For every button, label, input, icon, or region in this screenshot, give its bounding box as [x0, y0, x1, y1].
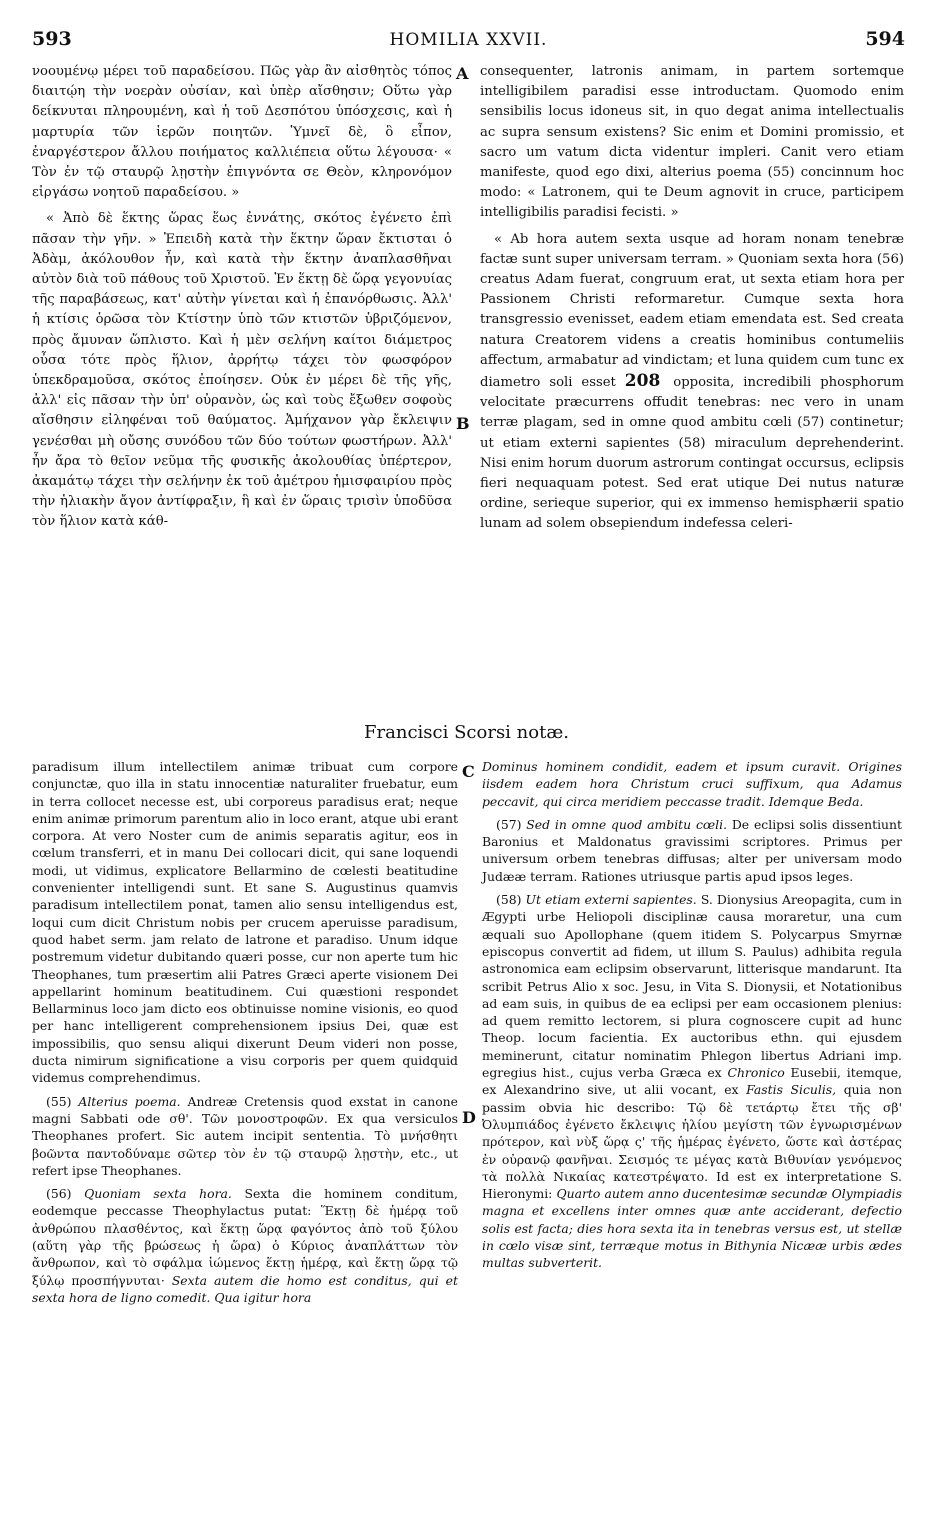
latin-text-column	[480, 62, 904, 541]
note-58-text3: quia non passim obvia hic describo: Τῷ δὲ τετάρτῳ ἔτει τῆς σβ' Ὀλυμπιάδος ἐγένετο ἔκλειψις ἡλίου μεγίστη τῶν ἐγνωρισμένων πρότερον, καὶ νὺξ ὥρᾳ ς' τῆς ἡμέρας ἐγένετο, ὥστε καὶ ἀστέρας ἐν οὐρανῷ φανῆναι. Σεισμός τε μέγας κατὰ Βιθυνίαν γενόμενος τὰ πολλὰ Νικαίας κατεστρέψατο. Id est ex interpretatione S. Hieronymi:	[482, 1082, 902, 1202]
note-56-latin: Sexta autem die homo est conditus, qui et sexta hora de ligno comedit. Qua igitur hora	[32, 1272, 458, 1305]
note-58-latin: Quarto autem anno ducentesimæ secundæ Olympiadis magna et excellens inter omnes quæ ante acciderant, defectio solis est facta; dies hora sexta ita in tenebras versus est, ut stellæ in cœlo visæ sint, terræque motus in Bithynia Nicææ urbis ædes multas subverterit.	[482, 1186, 902, 1271]
greek-text-column	[32, 62, 452, 539]
note-57	[482, 816, 902, 885]
note-58-lemma: Ut etiam externi sapientes.	[525, 892, 697, 908]
page-number-left: 593	[32, 28, 72, 50]
note-58	[482, 891, 902, 1272]
note-56-text: Sexta die hominem conditum, eodemque peccasse Theophylactus putat: Ἕκτῃ δὲ ἡμέρᾳ τοῦ ἀνθρώπου πλασθέντος, καὶ ἕκτῃ ὥρᾳ φαγόντος ἀπὸ τοῦ ξύλου (αὕτη γὰρ τῆς βρώσεως ἡ ὥρα) ὁ Κύριος ἀναπλάττων τὸν ἄνθρωπον, καὶ τὸ σφάλμα ἰώμενος ἕκτῃ ἡμέρᾳ, καὶ ἕκτῃ ὥρᾳ τῷ ξύλῳ προσπήγνυται·	[32, 1186, 458, 1288]
latin-paragraph-2b: opposita, incredibili phosphorum velocitate præcurrens offudit tenebras: nec vero in unam terræ plagam, sed in omne quod ambitu cœli (57) continetur; ut etiam externi sapientes (58) miraculum deprehenderint. Nisi enim horum duorum astrorum contingat occursus, eclipsis fieri nequaquam potest. Sed erat utique Dei nutus naturæ ordine, serieque superior, qui ex immenso hemisphærii spatio lunam ad solem obsepiendum indefessa celeri-	[480, 375, 905, 532]
note-56-continuation: Dominus hominem condidit, eadem et ipsum curavit. Origines iisdem eadem hora Christum cruci suffixum, qua Adamus peccavit, qui circa meridiem peccasse tradit. Idemque Beda.	[482, 759, 902, 809]
notes-column-right	[482, 758, 902, 1278]
note-58-text: S. Dionysius Areopagita, cum in Ægypti urbe Heliopoli disciplinæ causa moraretur, una cum æquali suo Apollophane (quem itidem S. Polycarpus Smyrnæ episcopus convertit ad fidem, ut illum S. Paulus) adhibita regula astronomica eam eclipsim observarunt, litterisque mandarunt. Ita scribit Petrus Alio x soc. Jesu, in Vita S. Dionysii, et Notationibus ad eam suis, in quibus de ea eclipsi per eam occasionem plenius: ad quem remitto lectorem, si plura cognoscere cupit ad hunc Theop. locum facientia. Ex auctoribus ethn. qui ejusdem meminerunt, citatur nominatim Phlegon libertus Adriani imp. egregius hist., cujus verba Græca ex	[482, 892, 902, 1081]
margin-marker-b: B	[456, 414, 470, 433]
note-58-chronico: Chronico	[727, 1065, 785, 1081]
latin-paragraph-1: consequenter, latronis animam, in partem sortemque intelligibilem paradisi esse introductam. Quomodo enim sensibilis locus idoneus sit, in quo degat anima intellectualis ac supra sensum existens? Sic enim et Domini promissio, et sacro um vatum dicta videntur impleri. Canit vero etiam manifeste, quod ego dixi, alterius poema (55) concinnum hoc modo: « Latronem, qui te Deum agnovit in cruce, participem intelligibilis paradisi fecisti. »	[480, 64, 904, 221]
greek-paragraph-2: « Ἀπὸ δὲ ἕκτης ὥρας ἕως ἐννάτης, σκότος ἐγένετο ἐπὶ πᾶσαν τὴν γῆν. » Ἐπειδὴ κατὰ τὴν ἕκτην ὥραν ἔκτισται ὁ Ἀδὰμ, ἀκόλουθον ἦν, καὶ κατὰ τὴν ἕκτην ἀναπλασθῆναι αὐτὸν διὰ τοῦ πάθους τοῦ Χριστοῦ. Ἐν ἕκτῃ δὲ ὥρᾳ γεγονυίας τῆς παραβάσεως, κατ' αὐτὴν γίνεται καὶ ἡ ἐπανόρθωσις. Ἀλλ' ἡ κτίσις ὁρῶσα τὸν Κτίστην ὑπὸ τῶν κτιστῶν ὑβριζόμενον, πρὸς ἄμυναν ὥπλιστο. Καὶ ἡ μὲν σελήνη καίτοι διάμετρος οὖσα τότε πρὸς ἥλιον, ἀρρήτῳ τάχει τὸν φωσφόρον ὑπεκδραμοῦσα, σκότος ἐποίησεν. Οὐκ ἐν μέρει δὲ τῆς γῆς, ἀλλ' εἰς πᾶσαν τὴν ὑπ' οὐρανὸν, ὡς καὶ τοὺς ἔξωθεν σοφοὺς αἴσθησιν εἰληφέναι τοῦ θαύματος. Ἀμήχανον γὰρ ἔκλειψιν γενέσθαι μὴ οὔσης συνόδου τῶν δύο τούτων φωστήρων. Ἀλλ' ἦν ἄρα τὸ θεῖον νεῦμα τῆς φυσικῆς ἀκολουθίας ὑπέρτερον, ἀκαμάτῳ τάχει τὴν σελήνην ἐκ τοῦ ἀμέτρου ἡμισφαιρίου πρὸς τὴν ἡλιακὴν ἄγον ἀντίφραξιν, ἣ καὶ ἐν ὥραις τρισὶν ὑποδῦσα τὸν ἥλιον κατὰ κάθ-	[32, 211, 452, 530]
running-title: HOMILIA XXVII.	[389, 30, 548, 50]
column-number: 208	[624, 371, 661, 392]
margin-marker-d: D	[462, 1108, 476, 1127]
latin-paragraph-2	[480, 230, 904, 535]
note-55-text: Andreæ Cretensis quod exstat in canone magni Sabbati ode σθ'. Τῶν μονοστροφῶν. Ex qua versiculos Theophanes profert. Sic autem incipit sententia. Τὸ μνήσθητι βοῶντα παντοδύναμε σῶτερ τὸν ἐν τῷ σταυρῷ λῃστὴν, etc., ut refert ipse Theophanes.	[32, 1093, 458, 1178]
latin-paragraph-2a: « Ab hora autem sexta usque ad horam nonam tenebræ factæ sunt super universam terram. » Quoniam sexta hora (56) creatus Adam fuerat, congruum erat, ut sexta etiam hora per Passionem Christi reformaretur. Cumque sexta hora transgressio evenisset, eadem etiam emendata est. Sed creata natura Creatorem videns a creatis hominibus contumeliis affectum, armabatur ad vindictam; et luna quidem cum tunc ex diametro soli esset	[480, 231, 904, 391]
page-number-right: 594	[865, 28, 905, 50]
note-55-label: (55)	[46, 1093, 72, 1109]
margin-marker-a: A	[456, 64, 469, 83]
note-58-label: (58)	[496, 892, 522, 908]
notes-heading: Francisci Scorsi notæ.	[364, 722, 569, 743]
notes-column-left	[32, 758, 458, 1312]
note-58-fastis: Fastis Siculis,	[746, 1082, 837, 1098]
note-56	[32, 1185, 458, 1306]
note-56-label: (56)	[46, 1186, 72, 1202]
page-header	[32, 28, 905, 58]
note-58-text2: Eusebii, itemque, ex Alexandrino sive, ut alii vocant, ex	[482, 1065, 902, 1098]
margin-marker-c: C	[462, 762, 475, 781]
note-57-text: De eclipsi solis dissentiunt Baronius et Maldonatus gravissimi scriptores. Primus per universum orbem tenebras diffusas; alter per universam modo Judææ terram. Rationes utriusque partis apud ipsos leges.	[482, 816, 902, 884]
note-57-label: (57)	[496, 816, 522, 832]
greek-paragraph-1: νοουμένῳ μέρει τοῦ παραδείσου. Πῶς γὰρ ἂν αἰσθητὸς τόπος διαιτῴη τὴν νοερὰν οὐσίαν, καὶ ὑπὲρ αἴσθησιν; Οὕτω γὰρ δείκνυται πληρουμένη, καὶ ἡ τοῦ Δεσπότου ὑπόσχεσις, καὶ ἡ μαρτυρία τῶν ἱερῶν ποιητῶν. Ὑμνεῖ δὲ, ὃ εἶπον, ἐναργέστερον ἄλλου ποιήματος καλλιέπεια οὕτω λέγουσα· « Τὸν ἐν τῷ σταυρῷ λῃστὴν ἐπιγνόντα σε Θεὸν, κληρονόμον εἰργάσω νοητοῦ παραδείσου. »	[32, 64, 452, 201]
note-56-lemma: Quoniam sexta hora.	[84, 1186, 232, 1202]
note-57-lemma: Sed in omne quod ambitu cœli.	[526, 816, 728, 832]
note-55	[32, 1093, 458, 1179]
note-55-lemma: Alterius poema.	[78, 1093, 181, 1109]
note-continuation: paradisum illum intellectilem animæ tribuat cum corpore conjunctæ, quo illa in statu innocentiæ naturaliter fruebatur, eum in terra collocet necesse est, ubi corporeus paradisus erat; neque enim animæ primorum parentum alio in loco erant, atque ubi erant corpora. At vero Noster cum de animis separatis agitur, eos in cœlum transferri, et in manu Dei collocari dicit, qui sane loquendi modi, ut vidimus, explicatore Bellarmino de cœlesti beatitudine convenienter intelligendi sunt. Et sane S. Augustinus quamvis paradisum intellectilem ponat, tamen alio sensu intelligendus est, loqui cum dicit Christum nobis per crucem aperuisse paradisum, quod habet serm. jam relato de latrone et paradiso. Unum idque postremum videtur dubitando quæri posse, cur non aperte tum hic Theophanes, tum præsertim alii Patres Græci aperte visionem Dei appellarint hominum beatitudinem. Cui quæstioni respondet Bellarminus loco jam dicto eos obtinuisse nomine visionis, eo quod per hanc intelligerent comprehensionem ipsius Dei, quæ est impossibilis, quo sensu aliqui dixerunt Deum videri non posse, ducta nimirum significatione a visu corporis per quem quidquid videmus comprehendimus.	[32, 759, 458, 1086]
